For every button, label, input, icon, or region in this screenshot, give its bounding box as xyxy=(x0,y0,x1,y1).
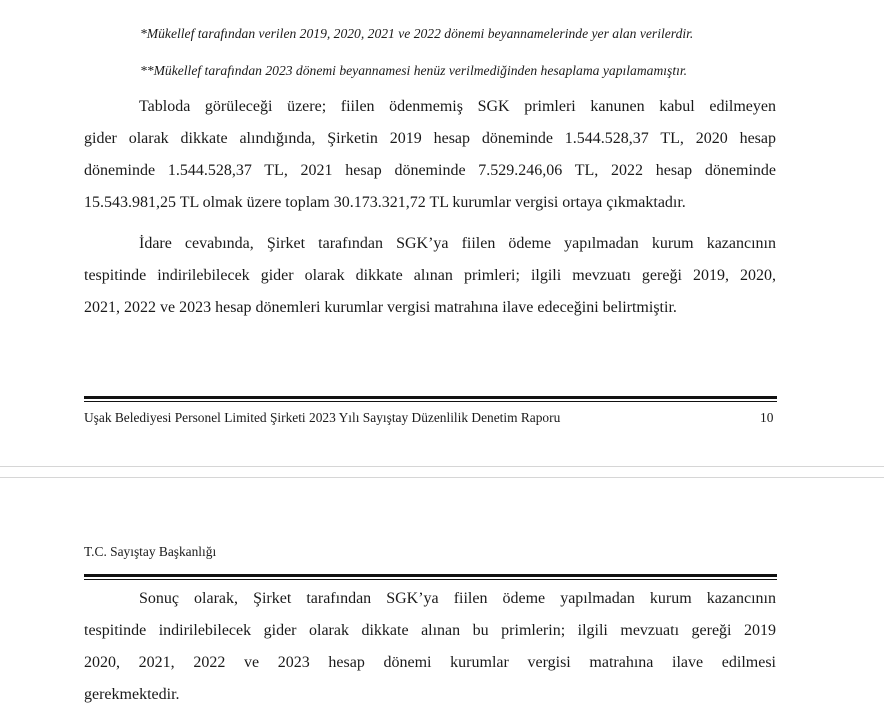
page-separator xyxy=(0,466,884,478)
paragraph-line: tespitinde indirilebilecek gider olarak dikkate alınan primleri; ilgili mevzuatı gereği 2019, 2020, xyxy=(84,267,776,284)
paragraph-line: Sonuç olarak, Şirket tarafından SGK’ya fiilen ödeme yapılmadan kurum kazancının xyxy=(139,590,776,607)
table-footnote-2: **Mükellef tarafından 2023 dönemi beyannamesi henüz verilmediğinden hesaplama yapılamamıştır. xyxy=(140,63,688,78)
page-number: 10 xyxy=(760,410,774,425)
paragraph-conclusion xyxy=(84,583,776,711)
footer-report-title: Uşak Belediyesi Personel Limited Şirketi 2023 Yılı Sayıştay Düzenlilik Denetim Raporu xyxy=(84,410,561,425)
paragraph-line: gerekmektedir. xyxy=(84,686,180,703)
paragraph-line: Tabloda görüleceği üzere; fiilen ödenmemiş SGK primleri kanunen kabul edilmeyen xyxy=(139,98,776,115)
paragraph-administration-reply xyxy=(84,228,776,324)
paragraph-line: İdare cevabında, Şirket tarafından SGK’ya fiilen ödeme yapılmadan kurum kazancının xyxy=(139,235,776,252)
table-footnote-1: *Mükellef tarafından verilen 2019, 2020, 2021 ve 2022 dönemi beyannamelerinde yer alan verilerdir. xyxy=(140,26,694,41)
paragraph-sgk-premiums xyxy=(84,91,776,219)
paragraph-line: 2020, 2021, 2022 ve 2023 hesap dönemi kurumlar vergisi matrahına ilave edilmesi xyxy=(84,654,776,671)
paragraph-line: 2021, 2022 ve 2023 hesap dönemleri kurumlar vergisi matrahına ilave edeceğini belirtmiştir. xyxy=(84,299,677,316)
footer-divider xyxy=(84,396,777,402)
paragraph-line: gider olarak dikkate alındığında, Şirketin 2019 hesap döneminde 1.544.528,37 TL, 2020 hesap xyxy=(84,130,776,147)
paragraph-line: döneminde 1.544.528,37 TL, 2021 hesap döneminde 7.529.246,06 TL, 2022 hesap döneminde xyxy=(84,162,776,179)
paragraph-line: tespitinde indirilebilecek gider olarak dikkate alınan bu primlerin; ilgili mevzuatı gereği 2019 xyxy=(84,622,776,639)
page-header-institution: T.C. Sayıştay Başkanlığı xyxy=(84,544,217,559)
header-divider xyxy=(84,574,777,580)
paragraph-line: 15.543.981,25 TL olmak üzere toplam 30.173.321,72 TL kurumlar vergisi ortaya çıkmaktadır. xyxy=(84,194,686,211)
